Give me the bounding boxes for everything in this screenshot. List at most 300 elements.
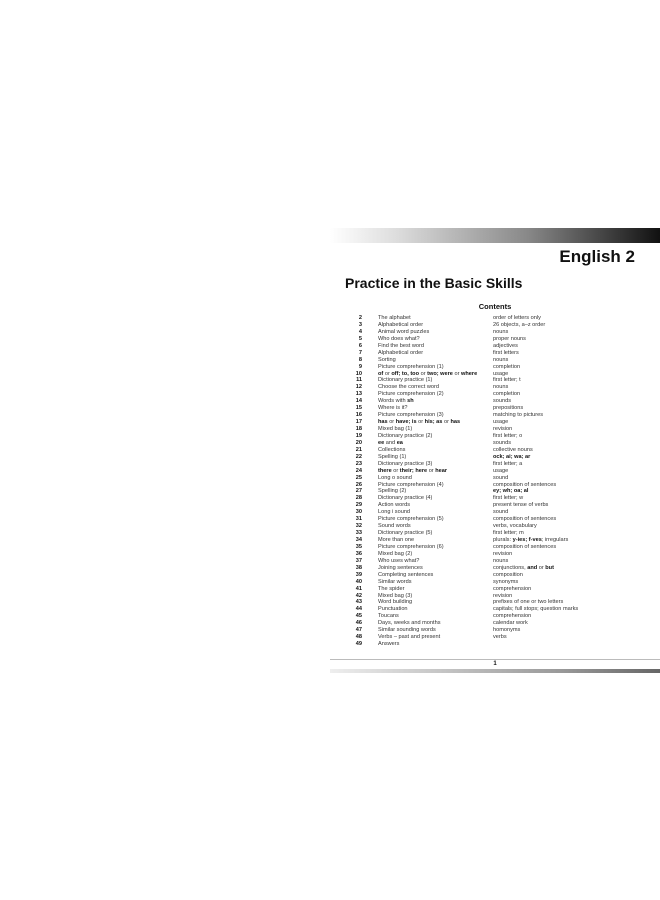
contents-row bbox=[350, 364, 660, 371]
exercise-subject bbox=[493, 620, 528, 627]
header-gradient-bar bbox=[330, 228, 660, 243]
exercise-subject-part: proper nouns bbox=[493, 335, 526, 342]
exercise-subject bbox=[493, 329, 508, 336]
exercise-subject bbox=[493, 405, 523, 412]
exercise-subject-part: sounds bbox=[493, 398, 512, 405]
exercise-subject-part: revision bbox=[493, 426, 513, 432]
exercise-subject bbox=[493, 516, 556, 523]
exercise-title-part: Dictionary practice (2) bbox=[378, 432, 433, 439]
exercise-title bbox=[378, 565, 423, 572]
page-ref: 10 bbox=[355, 370, 362, 377]
contents-row bbox=[350, 516, 660, 523]
page-ref: 13 bbox=[355, 391, 362, 398]
exercise-subject bbox=[493, 440, 511, 447]
exercise-subject bbox=[493, 468, 508, 475]
page-ref: 3 bbox=[358, 321, 362, 328]
exercise-title-part: The spider bbox=[378, 585, 405, 592]
exercise-subject-part: ; irregulars bbox=[541, 537, 569, 543]
contents-row bbox=[350, 634, 660, 641]
exercise-subject-part: composition of sentences bbox=[493, 516, 557, 523]
exercise-subject-part: nouns bbox=[493, 384, 509, 391]
exercise-subject-part: collective nouns bbox=[493, 446, 533, 453]
exercise-subject-part: first letter; m bbox=[493, 530, 524, 537]
exercise-title-part: Spelling (2) bbox=[378, 488, 407, 495]
exercise-title-part: Choose the correct word bbox=[378, 384, 439, 391]
contents-row bbox=[350, 606, 660, 613]
footer-divider bbox=[330, 659, 660, 660]
exercise-title bbox=[378, 322, 423, 329]
page-ref: 5 bbox=[358, 335, 362, 342]
exercise-title-part: Picture comprehension (1) bbox=[378, 363, 444, 370]
exercise-subject-part: calendar work bbox=[493, 620, 528, 627]
exercise-subject-part: and bbox=[527, 564, 538, 571]
contents-heading: Contents bbox=[478, 302, 512, 311]
page-ref: 26 bbox=[355, 481, 362, 488]
exercise-title bbox=[378, 523, 411, 530]
exercise-subject bbox=[493, 426, 512, 433]
exercise-subject bbox=[493, 371, 508, 378]
exercise-subject-part: first letter; o bbox=[493, 432, 523, 439]
exercise-subject bbox=[493, 398, 511, 405]
page-ref: 21 bbox=[355, 446, 362, 453]
exercise-subject-part: verbs bbox=[493, 634, 507, 641]
exercise-title-part: Similar sounding words bbox=[378, 627, 436, 634]
exercise-title-part: Picture comprehension (4) bbox=[378, 481, 444, 488]
page-ref: 39 bbox=[355, 571, 362, 578]
contents-row bbox=[350, 343, 660, 350]
exercise-subject-part: sounds bbox=[493, 439, 512, 446]
exercise-subject-part: nouns bbox=[493, 557, 509, 564]
exercise-title-part: Who uses what? bbox=[378, 557, 420, 564]
page-ref: 38 bbox=[355, 564, 362, 571]
contents-row bbox=[350, 315, 660, 322]
exercise-title-part: their; here bbox=[399, 467, 428, 474]
page-ref: 20 bbox=[355, 439, 362, 446]
contents-row bbox=[350, 544, 660, 551]
exercise-title-part: Word building bbox=[378, 599, 413, 606]
exercise-title-part: Alphabetical order bbox=[378, 321, 424, 328]
page-ref: 47 bbox=[355, 627, 362, 634]
contents-row bbox=[350, 495, 660, 502]
exercise-subject bbox=[493, 599, 563, 606]
exercise-title bbox=[378, 426, 412, 433]
exercise-title bbox=[378, 350, 423, 357]
exercise-title-part: Dictionary practice (1) bbox=[378, 377, 433, 384]
exercise-title-part: Completing sentences bbox=[378, 571, 434, 578]
exercise-subject bbox=[493, 433, 522, 440]
exercise-subject-part: y-ies; f-ves bbox=[512, 537, 542, 543]
contents-row bbox=[350, 322, 660, 329]
contents-row bbox=[350, 433, 660, 440]
exercise-title-part: Verbs – past and present bbox=[378, 634, 441, 641]
exercise-title-part: Mixed bag (1) bbox=[378, 426, 413, 432]
contents-row bbox=[350, 447, 660, 454]
contents-row bbox=[350, 620, 660, 627]
exercise-title-part: Collections bbox=[378, 446, 406, 453]
exercise-subject bbox=[493, 475, 508, 482]
page-ref: 35 bbox=[355, 543, 362, 550]
exercise-subject-part: usage bbox=[493, 419, 509, 426]
exercise-subject bbox=[493, 502, 548, 509]
contents-row bbox=[350, 454, 660, 461]
exercise-title bbox=[378, 447, 405, 454]
page-ref: 23 bbox=[355, 460, 362, 467]
exercise-subject bbox=[493, 412, 543, 419]
exercise-subject bbox=[493, 509, 508, 516]
exercise-title bbox=[378, 371, 477, 378]
exercise-title bbox=[378, 336, 420, 343]
page-ref: 4 bbox=[358, 328, 362, 335]
exercise-subject bbox=[493, 593, 512, 600]
page-ref: 29 bbox=[355, 502, 362, 509]
exercise-title-part: has bbox=[378, 419, 388, 426]
exercise-title bbox=[378, 343, 424, 350]
contents-row bbox=[350, 586, 660, 593]
exercise-subject-part: composition of sentences bbox=[493, 481, 557, 488]
exercise-title-part: and bbox=[384, 439, 397, 446]
contents-row bbox=[350, 440, 660, 447]
exercise-subject bbox=[493, 454, 530, 461]
exercise-title bbox=[378, 468, 447, 475]
exercise-title-part: Animal word puzzles bbox=[378, 328, 430, 335]
exercise-subject bbox=[493, 364, 520, 371]
exercise-title-part: or bbox=[419, 370, 428, 377]
exercise-title bbox=[378, 572, 433, 579]
exercise-subject bbox=[493, 565, 554, 572]
exercise-title-part: ee bbox=[378, 439, 385, 446]
contents-row bbox=[350, 579, 660, 586]
exercise-title-part: Long i sound bbox=[378, 509, 411, 516]
exercise-subject-part: first letter; a bbox=[493, 460, 523, 467]
page-ref: 37 bbox=[355, 557, 362, 564]
exercise-title bbox=[378, 440, 403, 447]
exercise-subject bbox=[493, 447, 533, 454]
exercise-subject bbox=[493, 315, 541, 322]
exercise-title-part: Days, weeks and months bbox=[378, 620, 441, 627]
page-ref: 36 bbox=[355, 550, 362, 557]
page-ref: 11 bbox=[356, 377, 362, 384]
exercise-subject bbox=[493, 495, 523, 502]
page-ref: 25 bbox=[355, 474, 362, 481]
exercise-title bbox=[378, 641, 399, 648]
exercise-title bbox=[378, 495, 432, 502]
contents-row bbox=[350, 329, 660, 336]
contents-row bbox=[350, 426, 660, 433]
exercise-subject-part: comprehension bbox=[493, 585, 532, 592]
exercise-subject bbox=[493, 384, 508, 391]
exercise-title-part: Where is it? bbox=[378, 405, 408, 412]
page-ref: 6 bbox=[358, 342, 362, 349]
exercise-subject-part: sound bbox=[493, 509, 509, 516]
exercise-subject bbox=[493, 544, 556, 551]
page-number: 1 bbox=[493, 661, 497, 667]
exercise-subject bbox=[493, 461, 522, 468]
exercise-subject-part: plurals: bbox=[493, 537, 513, 543]
exercise-title-part: or bbox=[391, 467, 400, 474]
exercise-subject-part: present tense of verbs bbox=[493, 502, 549, 509]
exercise-title-part: or bbox=[383, 370, 392, 377]
exercise-title-part: of bbox=[378, 370, 384, 377]
page-ref: 40 bbox=[355, 578, 362, 585]
page-ref: 46 bbox=[355, 620, 362, 627]
exercise-title-part: Joining sentences bbox=[378, 564, 423, 571]
exercise-subject bbox=[493, 558, 508, 565]
contents-row bbox=[350, 551, 660, 558]
exercise-title-part: or bbox=[387, 419, 396, 426]
exercise-subject-part: revision bbox=[493, 550, 513, 557]
contents-row bbox=[350, 336, 660, 343]
contents-row bbox=[350, 509, 660, 516]
exercise-title bbox=[378, 315, 411, 322]
exercise-subject bbox=[493, 586, 531, 593]
page-ref: 45 bbox=[355, 613, 362, 620]
exercise-title-part: or bbox=[452, 370, 462, 377]
exercise-title bbox=[378, 613, 399, 620]
exercise-subject-part: first letter; t bbox=[493, 377, 521, 384]
page-ref: 2 bbox=[358, 315, 362, 321]
contents-row bbox=[350, 384, 660, 391]
exercise-title bbox=[378, 329, 429, 336]
page-ref: 16 bbox=[355, 412, 362, 419]
exercise-title-part: Picture comprehension (6) bbox=[378, 543, 444, 550]
contents-row bbox=[350, 398, 660, 405]
exercise-subject bbox=[493, 336, 526, 343]
contents-row bbox=[350, 371, 660, 378]
exercise-title bbox=[378, 357, 396, 364]
contents-row bbox=[350, 627, 660, 634]
exercise-subject-part: adjectives bbox=[493, 342, 518, 349]
exercise-subject-part: usage bbox=[493, 370, 509, 377]
exercise-title bbox=[378, 606, 408, 613]
exercise-title-part: Words with bbox=[378, 398, 408, 405]
exercise-subject-part: completion bbox=[493, 391, 521, 398]
contents-row bbox=[350, 565, 660, 572]
contents-row bbox=[350, 350, 660, 357]
page-ref: 17 bbox=[355, 419, 362, 426]
exercise-title-part: Alphabetical order bbox=[378, 349, 424, 356]
exercise-subject bbox=[493, 551, 512, 558]
exercise-title-part: Spelling (1) bbox=[378, 453, 407, 460]
page-ref: 15 bbox=[355, 405, 362, 412]
exercise-subject-part: nouns bbox=[493, 356, 509, 363]
contents-row bbox=[350, 537, 660, 544]
page-ref: 30 bbox=[355, 509, 362, 516]
contents-row bbox=[350, 357, 660, 364]
contents-row bbox=[350, 405, 660, 412]
exercise-title-part: two; were bbox=[427, 370, 453, 377]
exercise-subject-part: order of letters only bbox=[493, 315, 541, 321]
exercise-subject-part: usage bbox=[493, 467, 509, 474]
contents-row bbox=[350, 461, 660, 468]
page-ref: 34 bbox=[355, 537, 362, 543]
exercise-subject bbox=[493, 482, 556, 489]
exercise-subject bbox=[493, 377, 521, 384]
exercise-title-part: Answers bbox=[378, 641, 400, 648]
page-ref: 42 bbox=[355, 592, 362, 599]
exercise-subject-part: matching to pictures bbox=[493, 412, 544, 419]
page-ref: 43 bbox=[355, 599, 362, 606]
exercise-title-part: Dictionary practice (4) bbox=[378, 495, 433, 502]
exercise-subject-part: prepositions bbox=[493, 405, 524, 412]
exercise-title-part: or bbox=[416, 419, 425, 426]
page-ref: 22 bbox=[355, 453, 362, 460]
exercise-title bbox=[378, 502, 410, 509]
exercise-title bbox=[378, 419, 460, 426]
exercise-subject-part: ock; ai; wa; ar bbox=[493, 453, 531, 460]
book-subtitle: Practice in the Basic Skills bbox=[345, 275, 523, 291]
exercise-title-part: Sound words bbox=[378, 523, 411, 530]
exercise-subject-part: verbs, vocabulary bbox=[493, 523, 537, 530]
exercise-title-part: Dictionary practice (5) bbox=[378, 530, 433, 537]
contents-row bbox=[350, 502, 660, 509]
exercise-title bbox=[378, 391, 444, 398]
exercise-subject bbox=[493, 627, 520, 634]
exercise-title-part: hear bbox=[435, 467, 448, 474]
exercise-title bbox=[378, 509, 410, 516]
page-ref: 28 bbox=[355, 495, 362, 502]
exercise-subject-part: synonyms bbox=[493, 578, 519, 585]
exercise-subject bbox=[493, 523, 537, 530]
exercise-subject-part: revision bbox=[493, 592, 513, 599]
page-ref: 19 bbox=[355, 432, 362, 439]
exercise-title-part: Toucans bbox=[378, 613, 399, 620]
exercise-subject-part: composition bbox=[493, 571, 523, 578]
contents-row bbox=[350, 468, 660, 475]
contents-row bbox=[350, 641, 660, 648]
exercise-title-part: there bbox=[378, 467, 392, 474]
exercise-title bbox=[378, 377, 432, 384]
exercise-subject bbox=[493, 572, 523, 579]
contents-row bbox=[350, 593, 660, 600]
exercise-title-part: where bbox=[461, 370, 478, 377]
exercise-title-part: sh bbox=[407, 398, 414, 405]
page-ref: 31 bbox=[355, 516, 362, 523]
exercise-subject-part: sound bbox=[493, 474, 509, 481]
exercise-subject-part: first letter; w bbox=[493, 495, 524, 502]
contents-row bbox=[350, 530, 660, 537]
page-ref: 7 bbox=[358, 349, 362, 356]
page-ref: 41 bbox=[355, 585, 362, 592]
exercise-title-part: have; is bbox=[395, 419, 417, 426]
contents-row bbox=[350, 419, 660, 426]
exercise-title-part: Who does what? bbox=[378, 335, 420, 342]
exercise-title bbox=[378, 461, 432, 468]
footer-gradient-bar bbox=[330, 669, 660, 673]
exercise-title-part: Punctuation bbox=[378, 606, 408, 613]
exercise-title bbox=[378, 364, 444, 371]
exercise-title bbox=[378, 551, 412, 558]
exercise-title-part: Picture comprehension (5) bbox=[378, 516, 444, 523]
page-ref: 33 bbox=[355, 530, 362, 537]
exercise-subject bbox=[493, 419, 508, 426]
exercise-title bbox=[378, 482, 444, 489]
exercise-subject-part: nouns bbox=[493, 328, 509, 335]
exercise-title-part: Long o sound bbox=[378, 474, 412, 481]
exercise-title bbox=[378, 454, 406, 461]
contents-row bbox=[350, 558, 660, 565]
exercise-title-part: The alphabet bbox=[378, 315, 411, 321]
book-title: English 2 bbox=[559, 247, 635, 266]
exercise-subject-part: ey; wh; oa; al bbox=[493, 488, 529, 495]
exercise-title-part: or bbox=[427, 467, 436, 474]
contents-row bbox=[350, 412, 660, 419]
page-ref: 14 bbox=[355, 398, 362, 405]
contents-row bbox=[350, 572, 660, 579]
exercise-title-part: off; to, too bbox=[391, 370, 420, 377]
exercise-title bbox=[378, 475, 412, 482]
exercise-title-part: has bbox=[450, 419, 461, 426]
exercise-subject-part: or bbox=[537, 564, 546, 571]
exercise-title-part: Find the best word bbox=[378, 342, 425, 349]
exercise-title-part: Picture comprehension (2) bbox=[378, 391, 444, 398]
exercise-subject-part: 26 objects, a–z order bbox=[493, 321, 546, 328]
exercise-title bbox=[378, 488, 406, 495]
page-ref: 8 bbox=[358, 356, 362, 363]
exercise-subject bbox=[493, 322, 545, 329]
contents-row bbox=[350, 475, 660, 482]
exercise-title-part: Picture comprehension (3) bbox=[378, 412, 444, 419]
exercise-title bbox=[378, 627, 436, 634]
exercise-subject bbox=[493, 391, 520, 398]
exercise-subject-part: homonyms bbox=[493, 627, 521, 634]
page-ref: 24 bbox=[355, 467, 362, 474]
exercise-title bbox=[378, 599, 412, 606]
exercise-title bbox=[378, 384, 439, 391]
exercise-title-part: Dictionary practice (3) bbox=[378, 460, 433, 467]
exercise-subject-part: but bbox=[545, 564, 554, 571]
exercise-subject bbox=[493, 606, 578, 613]
exercise-subject-part: first letters bbox=[493, 349, 519, 356]
contents-row bbox=[350, 599, 660, 606]
exercise-title-part: More than one bbox=[378, 537, 415, 543]
exercise-title bbox=[378, 579, 412, 586]
contents-row bbox=[350, 391, 660, 398]
exercise-title bbox=[378, 537, 414, 544]
contents-row bbox=[350, 523, 660, 530]
exercise-subject bbox=[493, 357, 508, 364]
exercise-title bbox=[378, 586, 404, 593]
exercise-title bbox=[378, 634, 440, 641]
exercise-title bbox=[378, 544, 444, 551]
exercise-title-part: Mixed bag (3) bbox=[378, 592, 413, 599]
exercise-title-part: his; as bbox=[424, 419, 443, 426]
exercise-subject bbox=[493, 350, 519, 357]
exercise-title-part: ea bbox=[396, 439, 403, 446]
exercise-title-part: Sorting bbox=[378, 356, 396, 363]
exercise-subject-part: capitals; full stops; question marks bbox=[493, 606, 579, 613]
exercise-title bbox=[378, 405, 408, 412]
exercise-subject bbox=[493, 488, 528, 495]
contents-table bbox=[350, 315, 660, 648]
page-ref: 18 bbox=[355, 426, 362, 432]
exercise-title bbox=[378, 516, 444, 523]
contents-row bbox=[350, 488, 660, 495]
page-ref: 12 bbox=[355, 384, 362, 391]
exercise-title bbox=[378, 412, 444, 419]
exercise-subject bbox=[493, 634, 507, 641]
exercise-title bbox=[378, 593, 412, 600]
exercise-title-part: Mixed bag (2) bbox=[378, 550, 413, 557]
exercise-subject bbox=[493, 537, 568, 544]
contents-row bbox=[350, 377, 660, 384]
page-ref: 27 bbox=[355, 488, 362, 495]
exercise-subject bbox=[493, 579, 518, 586]
exercise-subject-part: conjunctions, bbox=[493, 564, 528, 571]
page-ref: 49 bbox=[355, 641, 362, 648]
page-ref: 32 bbox=[355, 523, 362, 530]
contents-row bbox=[350, 613, 660, 620]
exercise-title-part: Similar words bbox=[378, 578, 412, 585]
